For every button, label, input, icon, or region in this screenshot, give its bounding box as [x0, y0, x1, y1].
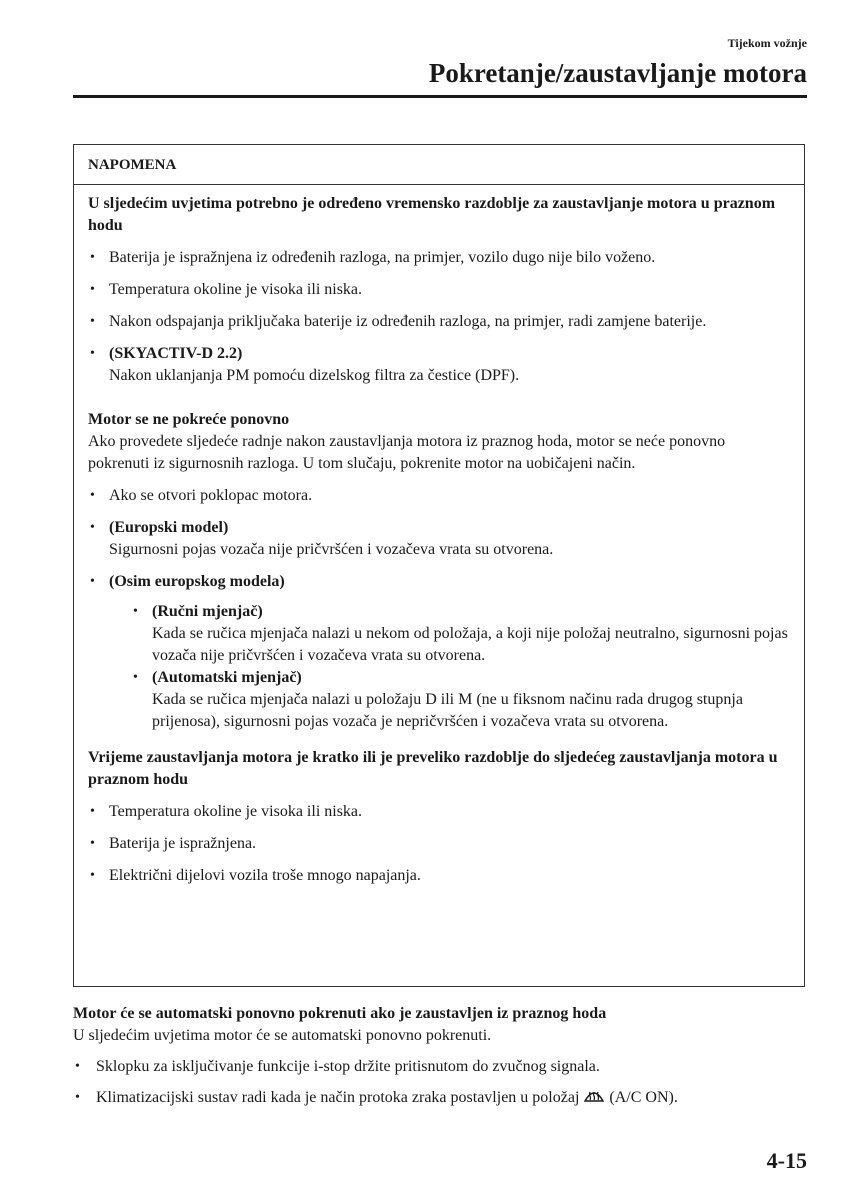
list-item-label: • (Osim europskog modela)	[109, 573, 285, 590]
sub-list-item	[131, 601, 790, 667]
list-item: • Električni dijelovi vozila troše mnogo napajanja.	[88, 865, 790, 887]
sub-list-item-label: • (Automatski mjenjač)	[152, 669, 302, 686]
note-label: NAPOMENA	[74, 145, 804, 185]
list-item	[88, 571, 790, 733]
note-heading-no-restart: Motor se ne pokreće ponovno	[88, 411, 290, 428]
restart-section	[73, 1003, 813, 1109]
stop-duration-conditions-list	[88, 801, 790, 887]
list-item-label: • (Europski model)	[109, 519, 229, 536]
sub-list-item	[131, 667, 790, 733]
note-box	[73, 144, 805, 987]
list-item	[88, 343, 790, 387]
restart-heading: Motor će se automatski ponovno pokrenuti ako je zaustavljen iz praznog hoda	[73, 1005, 607, 1022]
restart-paragraph: U sljedećim uvjetima motor će se automatski ponovno pokrenuti.	[73, 1027, 492, 1044]
sub-list-item-text: Kada se ručica mjenjača nalazi u položaju D ili M (ne u fiksnom načinu rada drugog stupnja prijenosa), sigurnosni pojas vozača je nepričvršćen i vozačeva vrata su otvorena.	[152, 691, 743, 730]
list-item: • Nakon odspajanja priključaka baterije iz određenih razloga, na primjer, radi zamjene baterije.	[88, 311, 790, 333]
restart-conditions-list	[73, 1056, 813, 1109]
list-item: • Temperatura okoline je visoka ili niska.	[88, 801, 790, 823]
sub-list-item-text: Kada se ručica mjenjača nalazi u nekom od položaja, a koji nije položaj neutralno, sigurnosni pojas vozača nije pričvršćen i vozačeva vrata su otvorena.	[152, 625, 788, 664]
list-item	[73, 1087, 813, 1109]
list-item: • Ako se otvori poklopac motora.	[88, 485, 790, 507]
page-title: Pokretanje/zaustavljanje motora	[428, 58, 807, 88]
list-item-text: Klimatizacijski sustav radi kada je način protoka zraka postavljen u položaj	[96, 1089, 580, 1106]
idle-stop-conditions-list	[88, 247, 790, 387]
list-item: • Baterija je ispražnjena iz određenih razloga, na primjer, vozilo dugo nije bilo voženo.	[88, 247, 790, 269]
no-restart-conditions-list	[88, 485, 790, 733]
page-number: 4-15	[766, 1148, 807, 1173]
header-section-label: Tijekom vožnje	[727, 36, 807, 50]
list-item-label: • (SKYACTIV-D 2.2)	[109, 345, 243, 362]
sub-list-item-label: • (Ručni mjenjač)	[152, 603, 263, 620]
windshield-defroster-icon	[583, 1088, 605, 1104]
transmission-sub-list	[131, 601, 790, 733]
header-rule	[73, 95, 807, 98]
note-paragraph-no-restart: Ako provedete sljedeće radnje nakon zaustavljanja motora iz praznog hoda, motor se neće ponovno pokrenuti iz sigurnosnih razloga. U tom slučaju, pokrenite motor na uobičajeni način.	[88, 433, 726, 472]
list-item	[88, 517, 790, 561]
list-item: • Sklopku za isključivanje funkcije i-stop držite pritisnutom do zvučnog signala.	[73, 1056, 813, 1078]
list-item-text: Nakon uklanjanja PM pomoću dizelskog filtra za čestice (DPF).	[109, 367, 520, 384]
note-heading-stop-duration: Vrijeme zaustavljanja motora je kratko ili je preveliko razdoblje do sljedećeg zaustavljanja motora u praznom hodu	[88, 749, 778, 788]
list-item-text: Sigurnosni pojas vozača nije pričvršćen i vozačeva vrata su otvorena.	[109, 541, 554, 558]
note-body	[74, 185, 804, 887]
note-heading-idle-stop-time: U sljedećim uvjetima potrebno je određeno vremensko razdoblje za zaustavljanje motora u praznom hodu	[88, 195, 776, 234]
list-item-text-end: (A/C ON).	[609, 1089, 678, 1106]
list-item: • Temperatura okoline je visoka ili niska.	[88, 279, 790, 301]
list-item: • Baterija je ispražnjena.	[88, 833, 790, 855]
